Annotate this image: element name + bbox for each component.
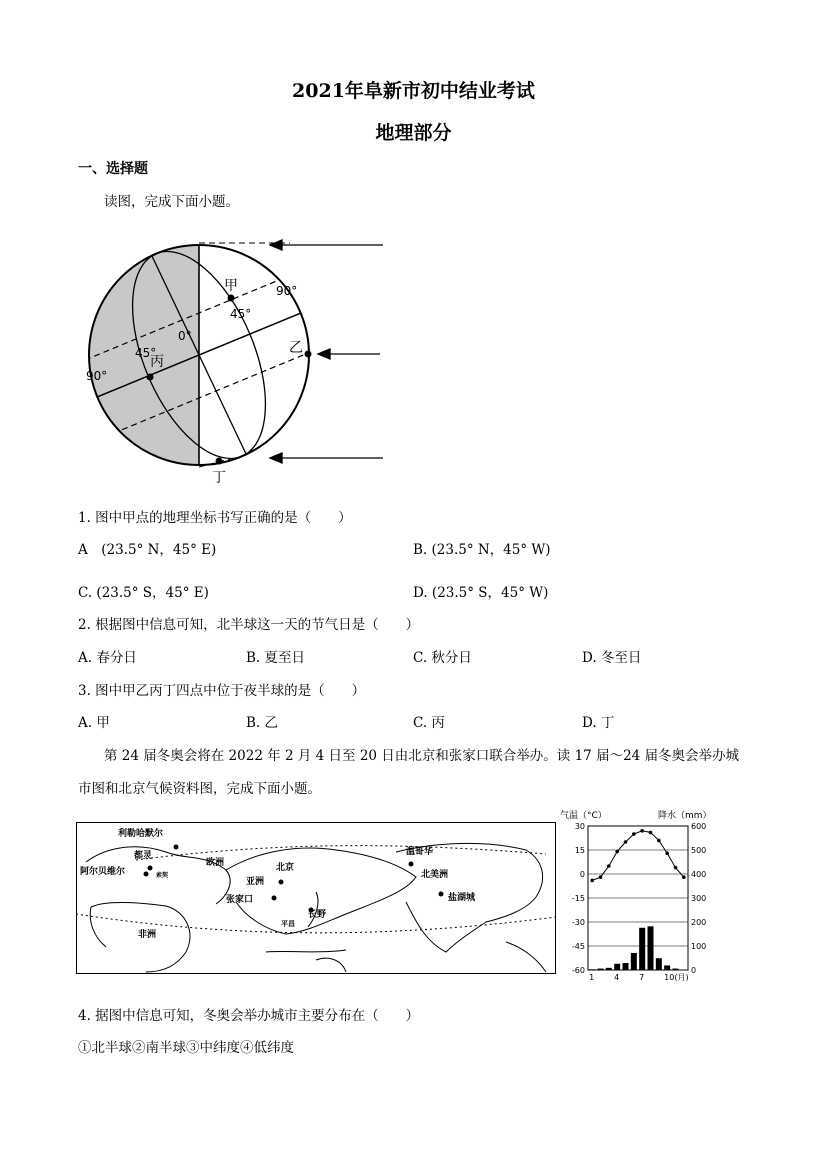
label-bing: 丙 bbox=[150, 354, 164, 370]
intro-text: 读图，完成下面小题。 bbox=[104, 194, 239, 210]
q3-option-d[interactable]: D. 丁 bbox=[582, 715, 615, 731]
q2-option-d[interactable]: D. 冬至日 bbox=[582, 650, 642, 666]
label-90-right: 90° bbox=[276, 284, 298, 298]
precip-bar bbox=[648, 926, 654, 970]
precip-bar bbox=[589, 969, 595, 970]
section-heading: 一、选择题 bbox=[78, 161, 148, 177]
point-ding bbox=[216, 458, 223, 465]
precip-bar bbox=[631, 953, 637, 970]
map-albertville: 阿尔贝维尔 bbox=[80, 867, 126, 877]
olympic-map bbox=[76, 822, 556, 974]
q4-stem: 4. 据图中信息可知，冬奥会举办城市主要分布在（ ） bbox=[78, 1008, 420, 1024]
temperature-point bbox=[590, 879, 594, 883]
left-tick-label: 15 bbox=[574, 846, 585, 855]
x-tick-label: 1 bbox=[589, 973, 595, 982]
temperature-point bbox=[615, 850, 619, 854]
map-turin: 都灵 bbox=[134, 851, 153, 861]
chart-right-label: 降水（mm） bbox=[658, 811, 712, 821]
q3-option-a[interactable]: A. 甲 bbox=[78, 715, 110, 731]
label-yi: 乙 bbox=[289, 340, 303, 356]
right-tick-label: 500 bbox=[691, 846, 707, 855]
arrowhead-mid bbox=[318, 349, 330, 359]
map-zhangjiakou: 张家口 bbox=[226, 895, 254, 905]
intro2-line1: 第 24 届冬奥会将在 2022 年 2 月 4 日至 20 日由北京和张家口联合举办。读 17 届～24 届冬奥会举办城 bbox=[104, 748, 740, 764]
temperature-point bbox=[599, 875, 603, 879]
right-tick-label: 400 bbox=[691, 870, 707, 879]
x-tick-label: 10(月) bbox=[664, 973, 689, 982]
map-sochi: 索契 bbox=[156, 872, 169, 879]
city-turin bbox=[148, 866, 153, 871]
q1-option-c[interactable]: C. (23.5° S，45° E) bbox=[78, 585, 209, 601]
exam-subtitle: 地理部分 bbox=[375, 122, 452, 144]
temperature-point bbox=[607, 864, 611, 868]
map-nagano: 长野 bbox=[308, 910, 327, 920]
beijing-climate-chart bbox=[560, 806, 710, 986]
precip-bar bbox=[623, 963, 629, 970]
precip-bar bbox=[664, 965, 670, 970]
map-pyeongchang: 平昌 bbox=[281, 920, 295, 928]
arrowhead-top bbox=[270, 240, 282, 250]
city-albertville bbox=[144, 872, 149, 877]
city-saltlake bbox=[439, 892, 444, 897]
temperature-point bbox=[682, 875, 686, 879]
q1-option-b[interactable]: B. (23.5° N，45° W) bbox=[413, 542, 551, 558]
point-jia bbox=[228, 295, 235, 302]
label-ding: 丁 bbox=[212, 470, 226, 486]
label-45-right: 45° bbox=[230, 307, 252, 321]
city-beijing bbox=[279, 880, 284, 885]
precip-bar bbox=[598, 969, 604, 970]
right-tick-label: 100 bbox=[691, 942, 707, 951]
exam-title: 2021年阜新市初中结业考试 bbox=[292, 80, 535, 102]
point-yi bbox=[305, 351, 312, 358]
temperature-point bbox=[674, 866, 678, 870]
map-africa: 非洲 bbox=[138, 930, 157, 940]
chart-left-label: 气温（°C） bbox=[560, 811, 607, 821]
left-tick-label: 30 bbox=[574, 822, 585, 831]
city-zhangjiakou bbox=[272, 896, 277, 901]
precip-bar bbox=[606, 968, 612, 970]
q3-option-b[interactable]: B. 乙 bbox=[246, 715, 279, 731]
q4-choices: ①北半球②南半球③中纬度④低纬度 bbox=[78, 1040, 294, 1056]
temperature-point bbox=[640, 829, 644, 833]
temperature-point bbox=[632, 832, 636, 836]
precip-bar bbox=[614, 964, 620, 970]
city-lillehammer bbox=[174, 845, 179, 850]
point-bing bbox=[147, 374, 154, 381]
map-europe: 欧洲 bbox=[206, 858, 225, 868]
temperature-point bbox=[624, 840, 628, 844]
q2-stem: 2. 根据图中信息可知，北半球这一天的节气日是（ ） bbox=[78, 617, 420, 633]
left-tick-label: -45 bbox=[571, 942, 585, 951]
left-tick-label: 0 bbox=[579, 870, 585, 879]
label-0: 0° bbox=[178, 329, 192, 343]
map-vancouver: 温哥华 bbox=[406, 847, 434, 857]
q2-option-c[interactable]: C. 秋分日 bbox=[413, 650, 472, 666]
right-tick-label: 0 bbox=[691, 966, 697, 975]
q3-stem: 3. 图中甲乙丙丁四点中位于夜半球的是（ ） bbox=[78, 683, 366, 699]
precip-bar bbox=[656, 958, 662, 970]
intro2-line2: 市图和北京气候资料图，完成下面小题。 bbox=[78, 781, 321, 797]
precip-bar bbox=[673, 969, 679, 970]
chart-plot-area bbox=[572, 822, 706, 982]
left-tick-label: -60 bbox=[571, 966, 585, 975]
q1-option-d[interactable]: D. (23.5° S，45° W) bbox=[413, 585, 549, 601]
q1-stem: 1. 图中甲点的地理坐标书写正确的是（ ） bbox=[78, 510, 352, 526]
right-tick-label: 200 bbox=[691, 918, 707, 927]
right-tick-label: 300 bbox=[691, 894, 707, 903]
x-tick-label: 4 bbox=[614, 973, 620, 982]
left-tick-label: -15 bbox=[571, 894, 585, 903]
map-asia: 亚洲 bbox=[246, 877, 265, 887]
city-vancouver bbox=[409, 862, 414, 867]
precip-bar bbox=[639, 928, 645, 970]
temperature-point bbox=[657, 839, 661, 843]
left-tick-label: -30 bbox=[571, 918, 585, 927]
q2-option-a[interactable]: A. 春分日 bbox=[78, 650, 137, 666]
map-north-america: 北美洲 bbox=[421, 870, 449, 880]
temperature-point bbox=[665, 851, 669, 855]
map-lillehammer: 利勒哈默尔 bbox=[118, 829, 164, 839]
x-tick-label: 7 bbox=[639, 973, 645, 982]
temperature-point bbox=[649, 831, 653, 835]
label-45-left: 45° bbox=[135, 346, 157, 360]
arrowhead-bottom bbox=[270, 453, 282, 463]
q3-option-c[interactable]: C. 丙 bbox=[413, 715, 445, 731]
map-beijing: 北京 bbox=[276, 863, 295, 873]
q1-option-a[interactable]: A (23.5° N，45° E) bbox=[78, 542, 217, 558]
map-saltlake: 盐湖城 bbox=[448, 893, 476, 903]
label-90-left: 90° bbox=[86, 369, 108, 383]
right-tick-label: 600 bbox=[691, 822, 707, 831]
q2-option-b[interactable]: B. 夏至日 bbox=[246, 650, 306, 666]
label-jia: 甲 bbox=[224, 278, 238, 294]
